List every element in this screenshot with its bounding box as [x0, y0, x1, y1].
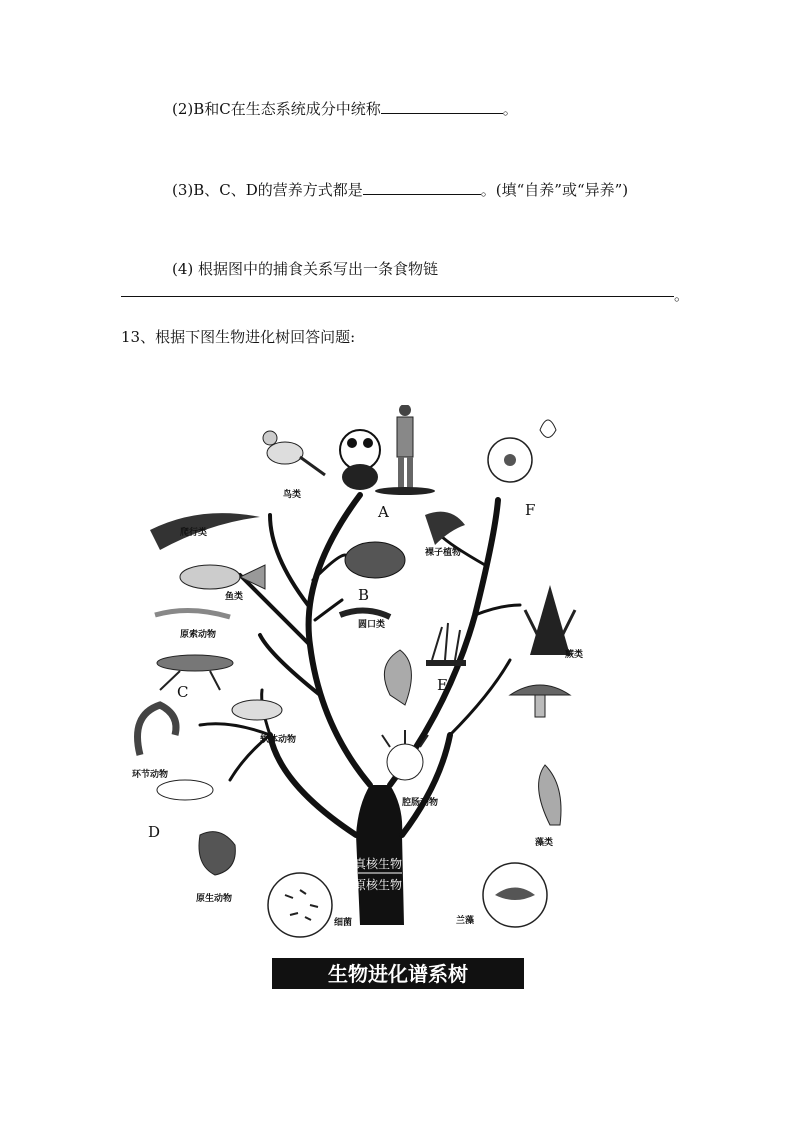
label-gymnosperms: 裸子植物: [425, 548, 462, 558]
human-icon: [375, 405, 435, 495]
label-protochordates: 原索动物: [180, 630, 217, 640]
evolution-tree-figure: [120, 405, 680, 1005]
question-13-text: 13、根据下图生物进化树回答问题:: [121, 328, 356, 346]
letter-C: C: [177, 683, 189, 701]
question-3: [172, 179, 628, 200]
tree-branches: [200, 495, 520, 785]
lamprey-icon: [340, 610, 390, 617]
letter-F: F: [525, 501, 536, 519]
question-4-end: 。: [674, 286, 690, 304]
label-reptiles: 爬行类: [180, 528, 208, 538]
label-bacteria: 细菌: [334, 918, 353, 928]
grasshopper-icon: [157, 655, 233, 690]
letter-A: A: [378, 503, 389, 521]
label-coelenterates: 腔肠动物: [402, 798, 439, 808]
question-2-text: (2)B和C在生态系统成分中统称: [172, 100, 381, 118]
mollusc-icon: [232, 700, 282, 720]
label-protozoa: 原生动物: [196, 894, 233, 904]
label-birds: 鸟类: [283, 490, 302, 500]
amphioxus-icon: [155, 610, 230, 617]
label-annelids: 环节动物: [132, 770, 169, 780]
letter-E: E: [437, 676, 448, 694]
label-ferns: 蕨类: [565, 650, 584, 660]
fern-leaf-icon: [539, 765, 561, 825]
answer-blank-3[interactable]: [363, 179, 481, 195]
question-3-end: 。(填“自养”或“异养”): [480, 181, 629, 199]
question-4: [172, 259, 438, 279]
answer-blank-2[interactable]: [381, 98, 503, 114]
question-4-text: (4) 根据图中的捕食关系写出一条食物链: [172, 260, 439, 278]
label-molluscs: 软体动物: [260, 735, 297, 745]
mushroom-icon: [510, 685, 570, 717]
flower-icon: [488, 420, 556, 482]
label-cyanobacteria: 兰藻: [456, 916, 475, 926]
question-2: [172, 98, 518, 119]
frog-icon: [345, 542, 405, 578]
letter-D: D: [148, 823, 161, 841]
cyanobacteria-icon: [483, 863, 547, 927]
trunk-label-eukaryote: 真核生物: [353, 857, 403, 871]
label-fish: 鱼类: [225, 592, 244, 602]
label-algae: 藻类: [535, 838, 554, 848]
figure-title: 生物进化谱系树: [328, 962, 468, 986]
letter-B: B: [358, 586, 370, 604]
question-3-text: (3)B、C、D的营养方式都是: [172, 181, 363, 199]
trunk-label-prokaryote: 原核生物: [353, 878, 403, 892]
flatworm-icon: [157, 780, 213, 800]
bird-icon: [263, 431, 325, 475]
amoeba-icon: [199, 832, 235, 875]
answer-line-4[interactable]: [121, 296, 674, 297]
question-2-end: 。: [502, 100, 518, 118]
seaweed-icon: [384, 650, 411, 705]
earthworm-icon: [138, 705, 177, 755]
fern-icon: [525, 585, 575, 655]
bacteria-icon: [268, 873, 332, 937]
question-13: [121, 327, 355, 347]
label-cyclostomes: 圆口类: [358, 620, 386, 630]
panda-icon: [340, 430, 380, 490]
